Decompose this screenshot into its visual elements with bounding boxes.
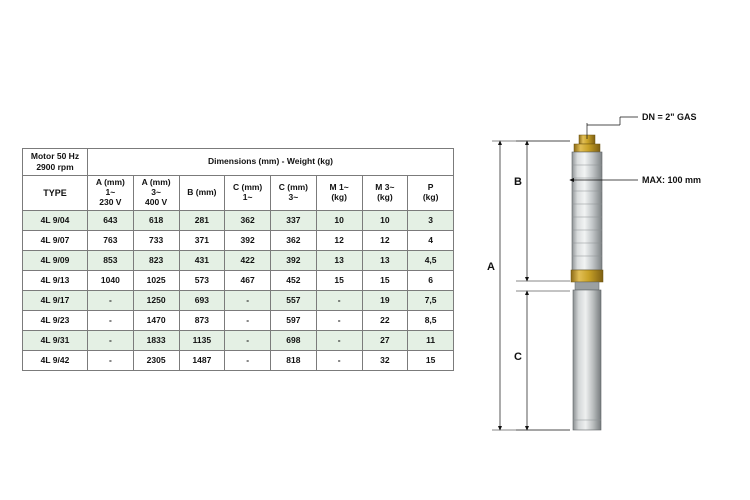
col-a1-line2: 1~	[105, 187, 116, 198]
cell-a3: 1833	[133, 331, 179, 351]
cell-m3: 13	[362, 251, 408, 271]
cell-a1: 1040	[88, 271, 134, 291]
cell-c1: -	[225, 311, 271, 331]
col-header-a-1ph	[88, 176, 134, 211]
cell-b: 1487	[179, 351, 225, 371]
cell-b: 371	[179, 231, 225, 251]
cell-m1: 10	[316, 211, 362, 231]
cell-m1: -	[316, 351, 362, 371]
cell-a1: 853	[88, 251, 134, 271]
table-header-row-top	[23, 149, 454, 176]
pump-stage-body	[572, 152, 602, 270]
motor-header-cell	[23, 149, 88, 176]
motor-line-1: Motor 50 Hz	[30, 150, 80, 161]
cell-p: 7,5	[408, 291, 454, 311]
pump-technical-drawing	[470, 95, 740, 435]
col-header-a-3ph	[133, 176, 179, 211]
col-p-line2: (kg)	[422, 192, 439, 202]
table-row	[23, 211, 454, 231]
cell-m3: 27	[362, 331, 408, 351]
cell-p: 4,5	[408, 251, 454, 271]
col-a1-line1: A (mm)	[95, 177, 125, 188]
cell-m1: 12	[316, 231, 362, 251]
cell-c1: 362	[225, 211, 271, 231]
dimension-b-label: B	[514, 176, 522, 188]
col-c1-line1: C (mm)	[232, 182, 263, 193]
cell-p: 15	[408, 351, 454, 371]
cell-m1: -	[316, 331, 362, 351]
cell-type: 4L 9/42	[23, 351, 88, 371]
cell-c1: 422	[225, 251, 271, 271]
cell-type: 4L 9/13	[23, 271, 88, 291]
cell-c3: 818	[271, 351, 317, 371]
cell-a3: 618	[133, 211, 179, 231]
col-a3-line3: 400 V	[145, 196, 168, 207]
motor-line-2: 2900 rpm	[36, 162, 74, 172]
dimensions-table	[22, 148, 454, 371]
cell-a1: -	[88, 331, 134, 351]
cell-type: 4L 9/04	[23, 211, 88, 231]
cell-b: 873	[179, 311, 225, 331]
cell-b: 573	[179, 271, 225, 291]
cell-m1: -	[316, 291, 362, 311]
col-c1-line2: 1~	[242, 192, 253, 202]
col-m3-line2: (kg)	[377, 192, 393, 202]
cell-a1: 643	[88, 211, 134, 231]
col-b-line1: B (mm)	[187, 187, 217, 198]
cell-c3: 362	[271, 231, 317, 251]
coupling	[575, 282, 599, 290]
table-row	[23, 331, 454, 351]
cell-type: 4L 9/23	[23, 311, 88, 331]
col-header-c-1ph	[225, 176, 271, 211]
dimension-a	[487, 141, 570, 430]
max-label: MAX: 100 mm	[642, 175, 702, 185]
suction-intake-band	[571, 270, 603, 282]
cell-a3: 1025	[133, 271, 179, 291]
cell-a1: -	[88, 291, 134, 311]
type-header-cell: TYPE	[23, 176, 88, 211]
cell-m3: 12	[362, 231, 408, 251]
dimensions-table-container	[22, 148, 454, 371]
cell-type: 4L 9/17	[23, 291, 88, 311]
cell-c3: 557	[271, 291, 317, 311]
cell-a1: -	[88, 311, 134, 331]
motor-body	[573, 290, 601, 430]
cell-c3: 698	[271, 331, 317, 351]
col-header-m-1ph	[316, 176, 362, 211]
cell-a1: -	[88, 351, 134, 371]
cell-c1: -	[225, 351, 271, 371]
cell-c1: -	[225, 331, 271, 351]
cell-a3: 1470	[133, 311, 179, 331]
col-m1-line1: M 1~	[329, 182, 349, 193]
col-a1-line3: 230 V	[99, 196, 122, 207]
col-a3-line2: 3~	[151, 187, 161, 198]
cell-b: 281	[179, 211, 225, 231]
cell-c1: 392	[225, 231, 271, 251]
cell-a3: 733	[133, 231, 179, 251]
cell-p: 8,5	[408, 311, 454, 331]
cell-m3: 19	[362, 291, 408, 311]
dimension-c-label: C	[514, 351, 522, 363]
cell-a3: 823	[133, 251, 179, 271]
col-a3-line1: A (mm)	[141, 177, 171, 188]
col-header-b	[179, 176, 225, 211]
table-row	[23, 231, 454, 251]
cell-type: 4L 9/31	[23, 331, 88, 351]
discharge-flange-icon	[574, 144, 600, 152]
cell-a3: 2305	[133, 351, 179, 371]
cell-c3: 597	[271, 311, 317, 331]
table-row	[23, 311, 454, 331]
cell-p: 6	[408, 271, 454, 291]
cell-p: 3	[408, 211, 454, 231]
cell-p: 4	[408, 231, 454, 251]
cell-b: 431	[179, 251, 225, 271]
cell-m3: 10	[362, 211, 408, 231]
cell-m1: 15	[316, 271, 362, 291]
col-header-c-3ph	[271, 176, 317, 211]
cell-c3: 337	[271, 211, 317, 231]
pump-illustration	[571, 135, 603, 430]
table-header-row-sub	[23, 176, 454, 211]
cell-m3: 15	[362, 271, 408, 291]
cell-a1: 763	[88, 231, 134, 251]
table-head	[23, 149, 454, 211]
dimension-b	[514, 141, 570, 281]
dn-callout	[587, 112, 697, 139]
table-row	[23, 271, 454, 291]
cell-a3: 1250	[133, 291, 179, 311]
cell-m1: 13	[316, 251, 362, 271]
cell-type: 4L 9/09	[23, 251, 88, 271]
cell-c1: -	[225, 291, 271, 311]
cell-b: 1135	[179, 331, 225, 351]
table-body	[23, 211, 454, 371]
table-row	[23, 251, 454, 271]
dimension-a-label: A	[487, 261, 495, 273]
col-header-p	[408, 176, 454, 211]
cell-m1: -	[316, 311, 362, 331]
table-row	[23, 351, 454, 371]
col-p-line1: P	[427, 182, 434, 193]
cell-c1: 467	[225, 271, 271, 291]
table-row	[23, 291, 454, 311]
cell-m3: 22	[362, 311, 408, 331]
cell-c3: 452	[271, 271, 317, 291]
col-header-m-3ph	[362, 176, 408, 211]
cell-m3: 32	[362, 351, 408, 371]
cell-b: 693	[179, 291, 225, 311]
col-c3-line2: 3~	[288, 192, 299, 202]
col-m3-line1: M 3~	[375, 182, 395, 193]
col-c3-line1: C (mm)	[278, 182, 309, 193]
dn-label: DN = 2" GAS	[642, 112, 697, 122]
cell-type: 4L 9/07	[23, 231, 88, 251]
dimension-c	[514, 291, 570, 430]
dimensions-title-cell: Dimensions (mm) - Weight (kg)	[88, 149, 454, 176]
cell-c3: 392	[271, 251, 317, 271]
col-m1-line2: (kg)	[331, 192, 347, 202]
cell-p: 11	[408, 331, 454, 351]
